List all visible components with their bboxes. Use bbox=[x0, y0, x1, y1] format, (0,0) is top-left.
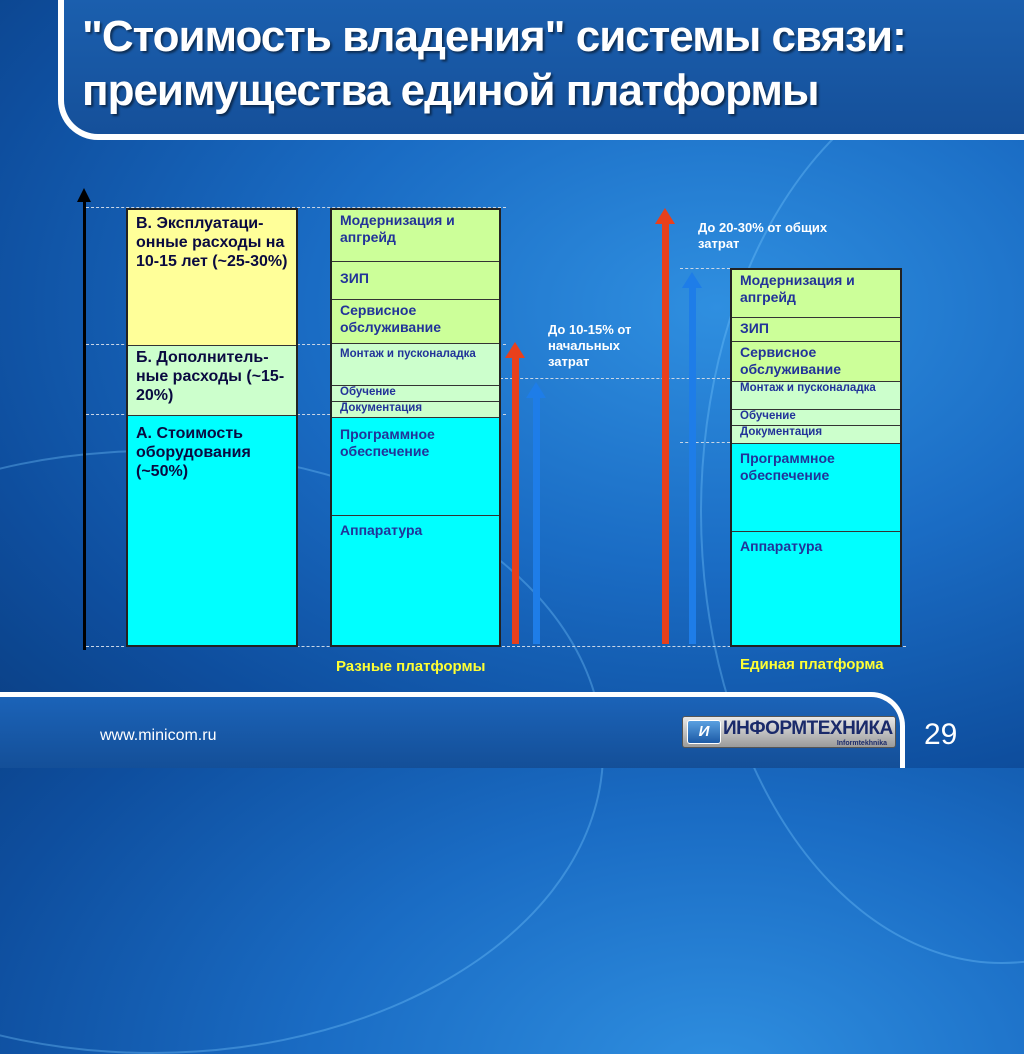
segment-hardware bbox=[732, 532, 900, 645]
additional-costs-segment bbox=[128, 346, 296, 416]
segment-label: ЗИП bbox=[340, 270, 369, 286]
different-platforms-column bbox=[330, 208, 501, 647]
total-cost-arrow-red bbox=[662, 222, 669, 644]
initial-cost-arrow-blue-head bbox=[526, 382, 546, 398]
page-number: 29 bbox=[924, 718, 958, 751]
total-cost-note: До 20-30% от общих затрат bbox=[698, 220, 828, 251]
segment-label: Обучение bbox=[340, 386, 396, 398]
segment-label: Аппаратура bbox=[340, 522, 423, 538]
segment-label: Монтаж и пусконаладка bbox=[740, 382, 876, 394]
segment-service bbox=[732, 342, 900, 382]
segment-software bbox=[732, 444, 900, 532]
segment-installation bbox=[732, 382, 900, 410]
cost-axis bbox=[83, 198, 86, 650]
segment-label: Документация bbox=[740, 426, 823, 438]
initial-cost-arrow-red-head bbox=[505, 342, 525, 358]
segment-documentation bbox=[332, 402, 499, 418]
total-cost-arrow-blue-head bbox=[682, 272, 702, 288]
website-link[interactable]: www.minicom.ru bbox=[100, 727, 217, 744]
total-cost-arrow-blue bbox=[689, 286, 696, 644]
equipment-cost-segment bbox=[128, 416, 296, 645]
single-platform-caption: Единая платформа bbox=[740, 656, 884, 673]
logo-name: ИНФОРМТЕХНИКА bbox=[723, 718, 893, 739]
initial-cost-arrow-blue bbox=[533, 396, 540, 644]
segment-label: Программное обеспечение bbox=[740, 450, 835, 483]
segment-label: Сервисное обслуживание bbox=[340, 302, 442, 335]
initial-cost-arrow-red bbox=[512, 356, 519, 644]
cost-structure-column bbox=[126, 208, 298, 647]
segment-label: Программное обеспечение bbox=[340, 426, 435, 459]
segment-label: Аппаратура bbox=[740, 538, 823, 554]
total-cost-arrow-red-head bbox=[655, 208, 675, 224]
reference-line bbox=[680, 442, 730, 443]
segment-spare-parts bbox=[332, 262, 499, 300]
segment-label: Обучение bbox=[740, 410, 796, 422]
segment-training bbox=[732, 410, 900, 426]
segment-documentation bbox=[732, 426, 900, 444]
title-line-1: "Стоимость владения" системы связи: bbox=[82, 12, 906, 61]
segment-spare-parts bbox=[732, 318, 900, 342]
slide-title bbox=[82, 10, 982, 118]
different-platforms-caption: Разные платформы bbox=[336, 658, 486, 675]
segment-modernization bbox=[732, 270, 900, 318]
segment-software bbox=[332, 418, 499, 516]
segment-label: В. Эксплуатаци-онные расходы на 10-15 лет (~25-30%) bbox=[136, 215, 288, 271]
segment-label: А. Стоимость оборудования (~50%) bbox=[136, 425, 251, 481]
segment-label: ЗИП bbox=[740, 320, 769, 336]
single-platform-column bbox=[730, 268, 902, 647]
logo-mark-icon: И bbox=[687, 720, 721, 744]
segment-label: Монтаж и пусконаладка bbox=[340, 348, 476, 360]
segment-label: Модернизация и апгрейд bbox=[340, 212, 455, 245]
segment-training bbox=[332, 386, 499, 402]
title-line-2: преимущества единой платформы bbox=[82, 66, 819, 115]
reference-line bbox=[680, 268, 730, 269]
segment-label: Модернизация и апгрейд bbox=[740, 272, 855, 305]
segment-label: Документация bbox=[340, 402, 423, 414]
segment-installation bbox=[332, 344, 499, 386]
segment-service bbox=[332, 300, 499, 344]
segment-hardware bbox=[332, 516, 499, 645]
logo-subtitle: Informtekhnika bbox=[836, 740, 887, 747]
operating-costs-segment bbox=[128, 210, 296, 346]
segment-label: Сервисное обслуживание bbox=[740, 344, 842, 377]
initial-cost-note: До 10-15% от начальных затрат bbox=[548, 322, 632, 369]
segment-modernization bbox=[332, 210, 499, 262]
company-logo bbox=[682, 716, 896, 748]
segment-label: Б. Дополнитель-ные расходы (~15-20%) bbox=[136, 349, 285, 405]
